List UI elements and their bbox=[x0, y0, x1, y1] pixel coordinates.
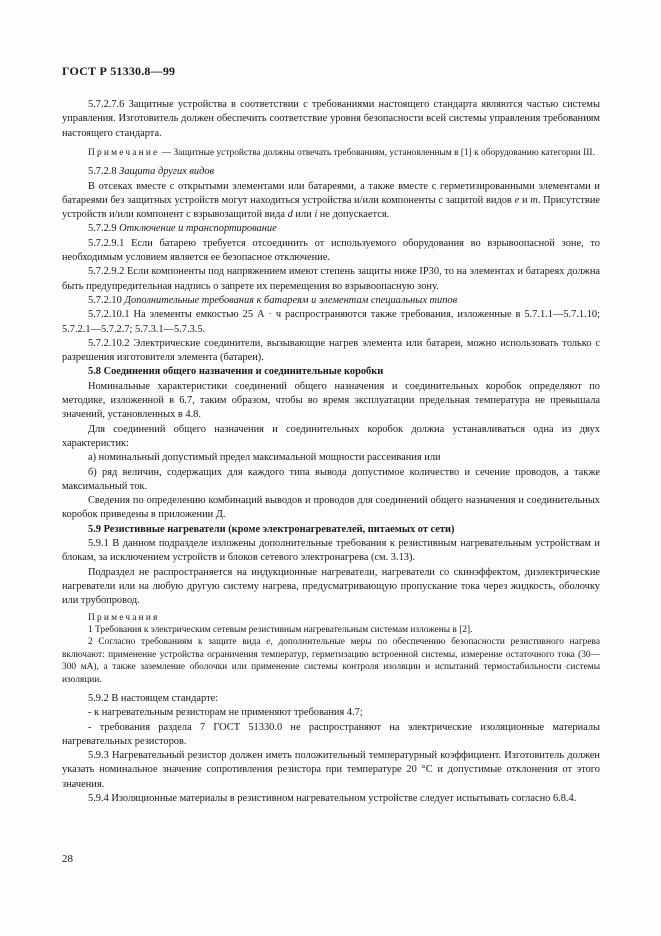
list-item-dash-1: - к нагревательным резисторам не применяют требования 4.7; bbox=[88, 707, 363, 719]
text-run: и bbox=[519, 194, 531, 206]
heading-5-7-2-8 bbox=[62, 165, 600, 179]
notes-label: Примечания bbox=[88, 612, 160, 623]
paragraph-5-7-2-10-2: 5.7.2.10.2 Электрические соединители, вызывающие нагрев элемента или батареи, можно использовать только с разрешения изготовителя элемента (батареи). bbox=[62, 337, 600, 364]
heading-number: 5.7.2.8 bbox=[88, 166, 120, 178]
paragraph-scope-exclusions: Подраздел не распространяется на индукционные нагреватели, нагреватели со скинэффектом, диэлектрические нагреватели или на любую другую систему нагрева, предусматривающую пропускание тока через жидкость, оболочку или трубопровод. bbox=[62, 566, 600, 607]
heading-title: Защита других видов bbox=[119, 166, 215, 178]
list-item-b: б) ряд величин, содержащих для каждого типа вывода допустимое количество и сечение проводов, а также максимальный ток. bbox=[62, 466, 600, 492]
paragraph-characteristics: Для соединений общего назначения и соединительных коробок должна устанавливаться одна из двух характеристик: bbox=[62, 423, 600, 449]
text-run: 2 Согласно требованиям к защите вида bbox=[88, 637, 267, 648]
text-run: В отсеках вместе с открытыми элементами или батареями, а также вместе с герметизированными элементами и батареями без защитных устройств могут находиться устройства и/или компоненты с защитой видов bbox=[62, 180, 600, 206]
note-text: — Защитные устройства должны отвечать требованиям, установленным в [1] к оборудованию категории III. bbox=[159, 147, 595, 158]
page-number: 28 bbox=[62, 853, 73, 865]
text-run: . Присутствие устройств и/или компонент с взрывозащитой вида bbox=[62, 194, 600, 221]
note-label: Примечание bbox=[88, 147, 160, 158]
protection-type-i: i bbox=[314, 209, 318, 221]
paragraph-5-7-2-9-2: 5.7.2.9.2 Если компоненты под напряжением имеют степень защиты ниже IP30, то на элементах и батареях должна быть предупредительная надпись о запрете их перемещения во взрывоопасную зону. bbox=[62, 266, 600, 292]
text-run: , дополнительные меры по обеспечению безопасности резистивного нагрева включают: применение устройства ограничения температур, герметизацию встроенной системы, измерение остаточного тока (30—300 мА), а также заземление оболочки или применение системы контроля изоляции и испытаний термостабильности системы изоляции. bbox=[62, 637, 600, 685]
heading-5-8: 5.8 Соединения общего назначения и соединительные коробки bbox=[88, 366, 384, 378]
paragraph-5-9-3: 5.9.3 Нагревательный резистор должен иметь положительный температурный коэффициент. Изготовитель должен указать номинальное значение сопротивления резистора при температуре 20 °С и допустимые отклонения от этого значения. bbox=[62, 750, 600, 790]
notes-heading bbox=[62, 612, 600, 624]
protection-type-e: e bbox=[514, 194, 520, 206]
protection-type-e: e bbox=[266, 637, 271, 648]
paragraph-5-9-2: 5.9.2 В настоящем стандарте: bbox=[88, 692, 219, 704]
paragraph-5-7-2-7-6: 5.7.2.7.6 Защитные устройства в соответствии с требованиями настоящего стандарта являются частью системы управления. Изготовитель должен обеспечить соответствие уровня безопасности всей системы управления требованиям настоящего стандарта. bbox=[62, 99, 600, 139]
text-run: не допускается. bbox=[317, 209, 390, 221]
heading-number: 5.7.2.9 bbox=[88, 223, 120, 235]
paragraph-ratings: Номинальные характеристики соединений общего назначения и соединительных коробок определяют по методике, изложенной в 6.7, таким образом, чтобы во время эксплуатации предельная температура не превышала значений, установленных в 4.8. bbox=[62, 380, 600, 421]
paragraph-5-7-2-9-1: 5.7.2.9.1 Если батарею требуется отсоединить от используемого оборудования во взрывоопасной зоне, то необходимым условием является ее безопасное отключение. bbox=[62, 237, 600, 264]
list-item-a: а) номинальный допустимый предел максимальной мощности рассеивания или bbox=[88, 452, 441, 464]
paragraph-5-9-4: 5.9.4 Изоляционные материалы в резистивном нагревательном устройстве следует испытывать согласно 6.8.4. bbox=[88, 793, 577, 805]
heading-5-9: 5.9 Резистивные нагреватели (кроме электронагревателей, питаемых от сети) bbox=[88, 523, 455, 535]
protection-type-m: m bbox=[530, 194, 538, 206]
paragraph-5-9-1: 5.9.1 В данном подразделе изложены дополнительные требования к резистивным нагревательным устройствам и блокам, за исключением устройств и блоков сетевого электронагрева (см. 3.13). bbox=[62, 538, 600, 564]
paragraph-other-protection bbox=[62, 180, 600, 223]
page-content bbox=[62, 98, 600, 806]
heading-title: Дополнительные требования к батареям и элементам специальных типов bbox=[124, 294, 458, 306]
standard-header: ГОСТ Р 51330.8—99 bbox=[62, 64, 176, 78]
paragraph-appendix-reference: Сведения по определению комбинаций выводов и проводов для соединений общего назначения и соединительных коробок приведены в приложении Д. bbox=[62, 495, 600, 521]
note-2 bbox=[62, 636, 600, 686]
list-item-dash-2: - требования раздела 7 ГОСТ 51330.0 не распространяют на электрические изоляционные материалы нагревательных резисторов. bbox=[62, 721, 600, 747]
heading-title: Отключение и транспортирование bbox=[119, 223, 277, 235]
note-protective-devices bbox=[62, 147, 600, 159]
heading-5-7-2-10 bbox=[62, 294, 600, 308]
text-run: или bbox=[292, 209, 315, 221]
heading-5-7-2-9 bbox=[62, 222, 600, 236]
heading-number: 5.7.2.10 bbox=[88, 294, 125, 306]
note-1: 1 Требования к электрическим сетевым резистивным нагревательным системам изложены в [2]. bbox=[88, 624, 473, 635]
paragraph-5-7-2-10-1: 5.7.2.10.1 На элементы емкостью 25 А · ч распространяются также требования, изложенные в 5.7.1.1—5.7.1.10; 5.7.2.1—5.7.2.7; 5.7.3.1—5.7.3.5. bbox=[62, 309, 600, 335]
protection-type-d: d bbox=[287, 209, 293, 221]
